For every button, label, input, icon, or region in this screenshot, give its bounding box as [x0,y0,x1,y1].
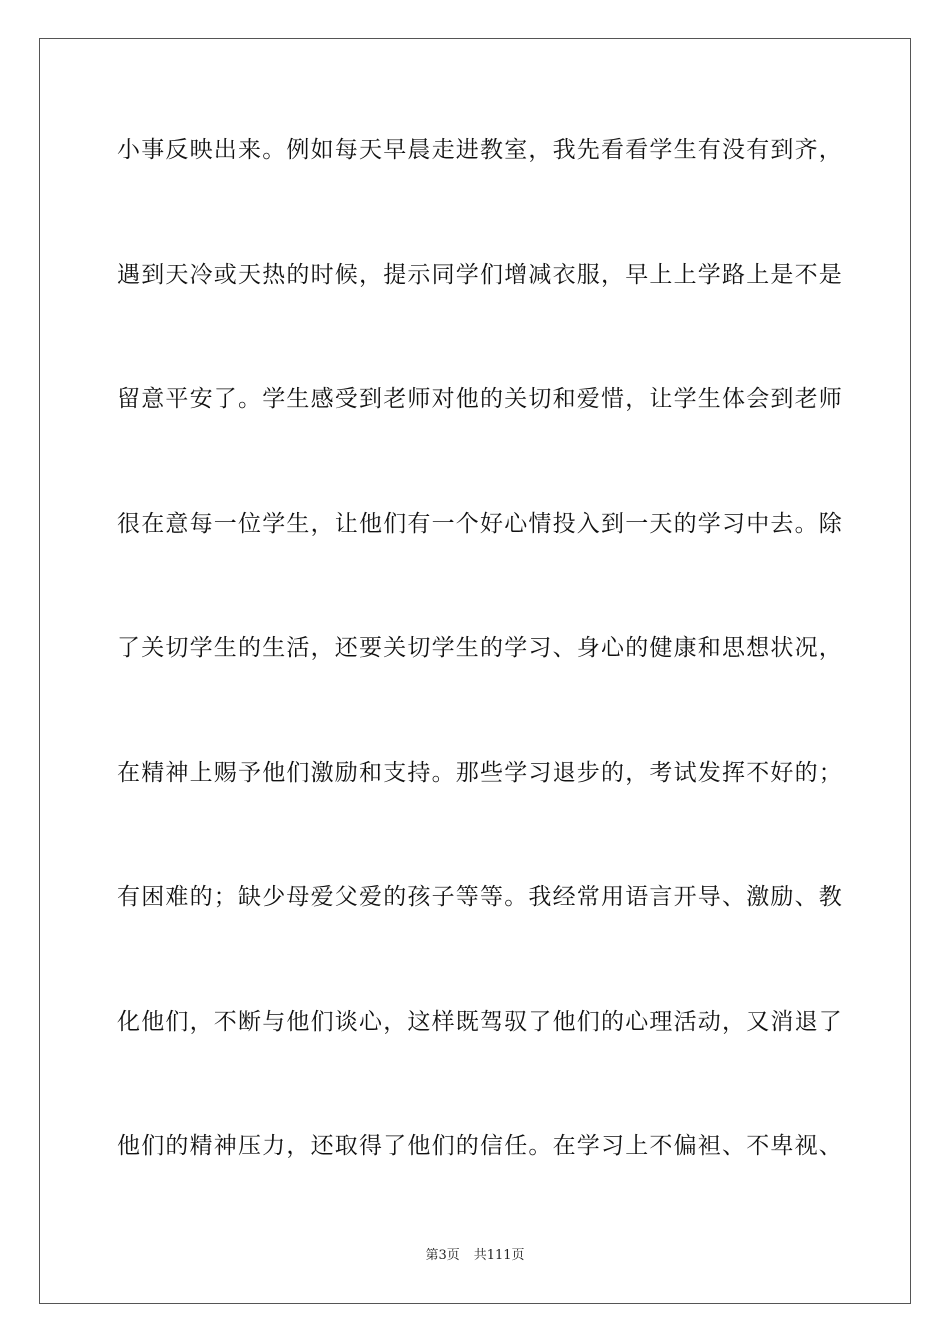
text-line: 化他们，不断与他们谈心，这样既驾驭了他们的心理活动，又消退了 [117,1009,843,1035]
page-footer [0,1247,950,1265]
page-border [39,38,911,1304]
text-line: 很在意每一位学生，让他们有一个好心情投入到一天的学习中去。除 [117,511,843,537]
page-number: 第3页 [425,1248,460,1263]
text-line: 在精神上赐予他们激励和支持。那些学习退步的，考试发挥不好的； [117,760,843,786]
text-line: 了关切学生的生活，还要关切学生的学习、身心的健康和思想状况， [117,635,843,661]
text-line: 遇到天冷或天热的时候，提示同学们增减衣服，早上上学路上是不是 [117,262,843,288]
text-line: 小事反映出来。例如每天早晨走进教室，我先看看学生有没有到齐， [117,137,843,163]
page-total: 共111页 [473,1248,525,1263]
text-line: 有困难的；缺少母爱父爱的孩子等等。我经常用语言开导、激励、教 [117,884,843,910]
text-line: 他们的精神压力，还取得了他们的信任。在学习上不偏袒、不卑视、 [117,1133,843,1159]
text-line: 留意平安了。学生感受到老师对他的关切和爱惜，让学生体会到老师 [117,386,843,412]
